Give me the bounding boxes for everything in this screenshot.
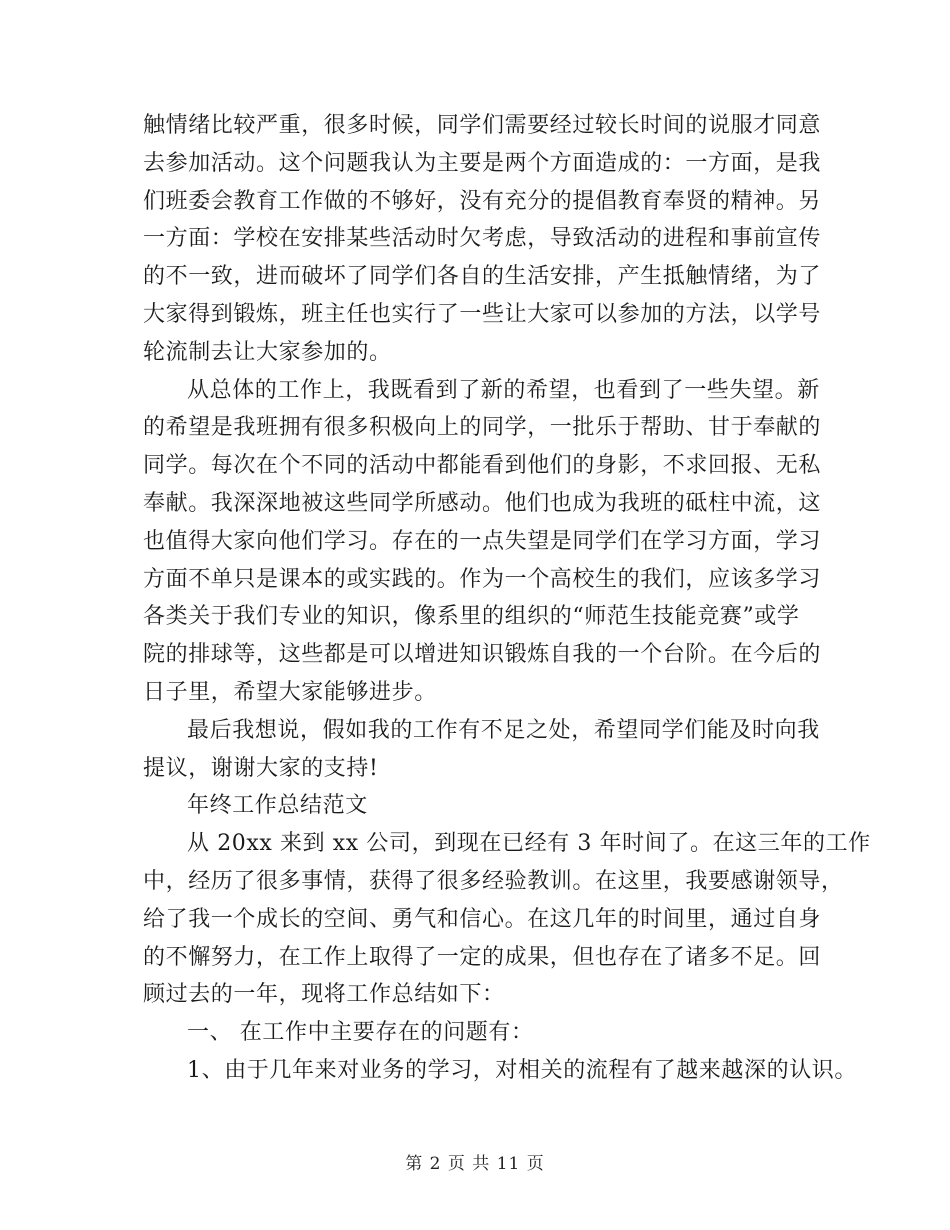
text-line: 给了我一个成长的空间、勇气和信心。在这几年的时间里，通过自身	[143, 906, 822, 932]
text-line: 奉献。我深深地被这些同学所感动。他们也成为我班的砥柱中流，这	[143, 491, 822, 516]
page-footer: 第 2 页 共 11 页	[405, 1154, 545, 1174]
text-line: 从总体的工作上，我既看到了新的希望，也看到了一些失望。新	[187, 377, 820, 403]
text-line: 顾过去的一年，现将工作总结如下：	[143, 982, 505, 1008]
text-line: 提议，谢谢大家的支持!	[143, 755, 379, 781]
text-line: 一、 在工作中主要存在的问题有：	[187, 1020, 534, 1046]
text-line: 年终工作总结范文	[187, 793, 368, 819]
text-line: 也值得大家向他们学习。存在的一点失望是同学们在学习方面，学习	[143, 528, 822, 554]
text-line: 们班委会教育工作做的不够好，没有充分的提倡教育奉贤的精神。另	[143, 188, 822, 214]
text-line: 一方面：学校在安排某些活动时欠考虑，导致活动的进程和事前宣传	[143, 226, 822, 252]
text-line: 的不一致，进而破坏了同学们各自的生活安排，产生抵触情绪，为了	[143, 264, 822, 290]
text-line: 1、由于几年来对业务的学习，对相关的流程有了越来越深的认识。	[187, 1058, 857, 1083]
text-line: 院的排球等，这些都是可以增进知识锻炼自我的一个台阶。在今后的	[143, 642, 822, 668]
text-line: 日子里，希望大家能够进步。	[143, 680, 437, 705]
text-line: 方面不单只是课本的或实践的。作为一个高校生的我们，应该多学习	[143, 566, 822, 592]
text-line: 去参加活动。这个问题我认为主要是两个方面造成的：一方面，是我	[143, 150, 822, 176]
text-line: 从 20xx 来到 xx 公司，到现在已经有 3 年时间了。在这三年的工作	[187, 831, 871, 857]
text-line: 最后我想说，假如我的工作有不足之处，希望同学们能及时向我	[187, 717, 820, 743]
text-line: 中，经历了很多事情，获得了很多经验教训。在这里，我要感谢领导，	[143, 869, 844, 894]
text-line: 大家得到锻炼，班主任也实行了一些让大家可以参加的方法，以学号	[143, 302, 822, 327]
text-line: 同学。每次在个不同的活动中都能看到他们的身影，不求回报、无私	[143, 453, 822, 479]
text-line: 的不懈努力，在工作上取得了一定的成果，但也存在了诸多不足。回	[143, 944, 822, 970]
text-line: 触情绪比较严重，很多时候，同学们需要经过较长时间的说服才同意	[143, 113, 822, 138]
text-line: 的希望是我班拥有很多积极向上的同学，一批乐于帮助、甘于奉献的	[143, 415, 822, 441]
text-line: 轮流制去让大家参加的。	[143, 339, 392, 365]
text-line: 各类关于我们专业的知识，像系里的组织的“师范生技能竞赛”或学	[143, 604, 800, 630]
